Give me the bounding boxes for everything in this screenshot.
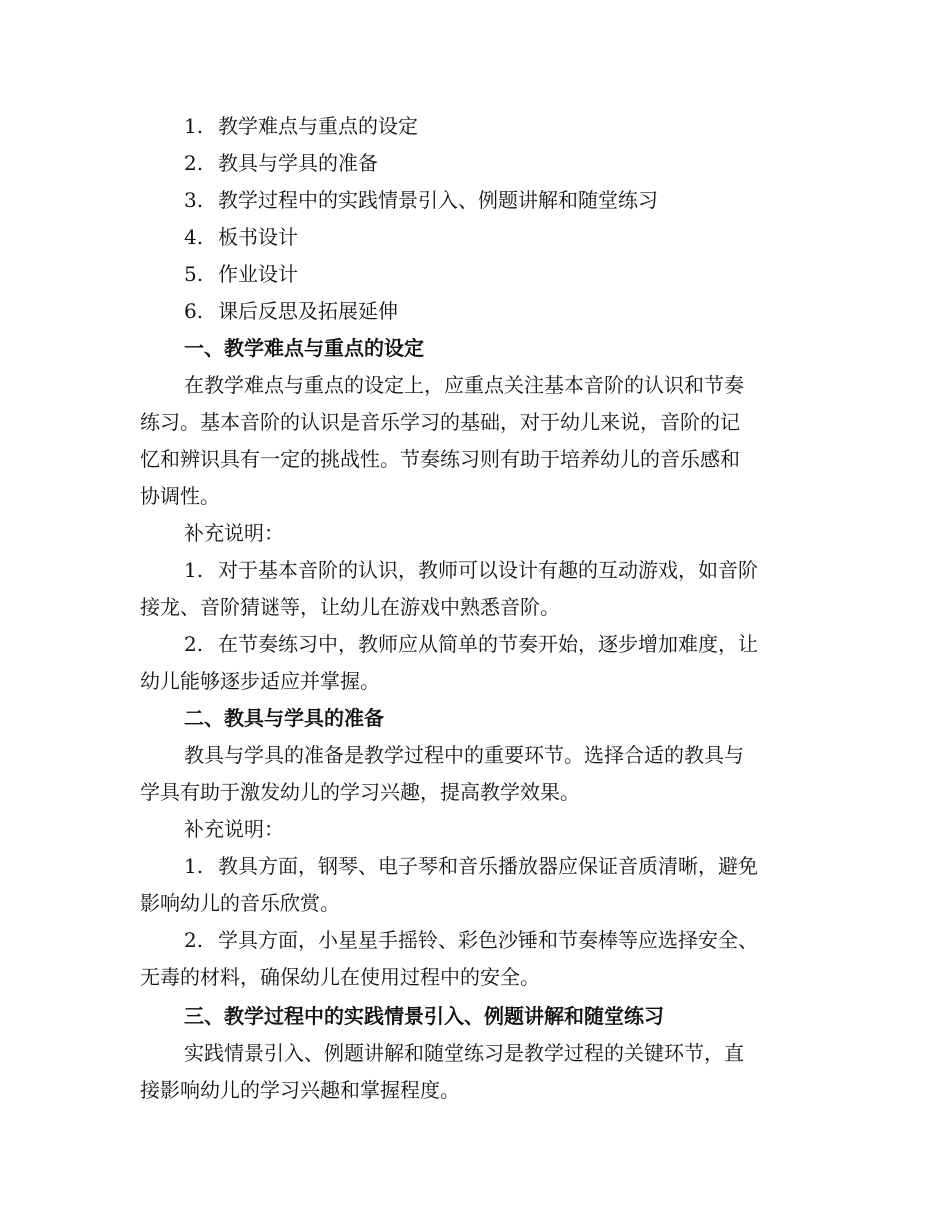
toc-item-text: 板书设计 xyxy=(218,225,298,249)
list-item-number: 1. xyxy=(184,558,204,582)
toc-item-text: 教学过程中的实践情景引入、例题讲解和随堂练习 xyxy=(218,188,658,212)
list-item-number: 2. xyxy=(184,632,204,656)
list-item-continuation: 幼儿能够逐步适应并掌握。 xyxy=(140,669,380,693)
list-item-number: 2. xyxy=(184,928,204,952)
paragraph-line: 接影响幼儿的学习兴趣和掌握程度。 xyxy=(140,1078,460,1102)
list-item xyxy=(184,626,864,663)
toc-item-number: 6. xyxy=(184,299,204,323)
list-item-continuation: 影响幼儿的音乐欣赏。 xyxy=(140,891,340,915)
toc-item-text: 教具与学具的准备 xyxy=(218,151,378,175)
toc-item xyxy=(184,293,864,330)
section-heading: 一、教学难点与重点的设定 xyxy=(184,336,424,360)
toc-item xyxy=(184,145,864,182)
paragraph-line: 在教学难点与重点的设定上，应重点关注基本音阶的认识和节奏 xyxy=(184,373,744,397)
paragraph-line: 教具与学具的准备是教学过程中的重要环节。选择合适的教具与 xyxy=(184,743,744,767)
toc-item xyxy=(184,182,864,219)
list-item-text: 在节奏练习中，教师应从简单的节奏开始，逐步增加难度，让 xyxy=(218,632,758,656)
list-item xyxy=(184,922,864,959)
toc-item-text: 课后反思及拓展延伸 xyxy=(218,299,398,323)
toc-item-number: 1. xyxy=(184,114,204,138)
toc-item-number: 3. xyxy=(184,188,204,212)
list-item xyxy=(184,552,864,589)
list-item-text: 学具方面，小星星手摇铃、彩色沙锤和节奏棒等应选择安全、 xyxy=(218,928,758,952)
section-heading: 三、教学过程中的实践情景引入、例题讲解和随堂练习 xyxy=(184,1004,664,1028)
toc-item-number: 2. xyxy=(184,151,204,175)
list-item xyxy=(184,848,864,885)
list-item-continuation: 无毒的材料，确保幼儿在使用过程中的安全。 xyxy=(140,965,540,989)
list-item-number: 1. xyxy=(184,854,204,878)
list-item-text: 教具方面，钢琴、电子琴和音乐播放器应保证音质清晰，避免 xyxy=(218,854,758,878)
toc-item xyxy=(184,108,864,145)
toc-item xyxy=(184,219,864,256)
toc-item xyxy=(184,256,864,293)
toc-item-text: 教学难点与重点的设定 xyxy=(218,114,418,138)
toc-item-text: 作业设计 xyxy=(218,262,298,286)
paragraph-line: 学具有助于激发幼儿的学习兴趣，提高教学效果。 xyxy=(140,780,580,804)
section-heading: 二、教具与学具的准备 xyxy=(184,706,384,730)
paragraph-line: 实践情景引入、例题讲解和随堂练习是教学过程的关键环节，直 xyxy=(184,1041,744,1065)
supplement-label: 补充说明： xyxy=(184,817,284,841)
list-item-text: 对于基本音阶的认识，教师可以设计有趣的互动游戏，如音阶 xyxy=(218,558,758,582)
toc-item-number: 5. xyxy=(184,262,204,286)
paragraph-line: 练习。基本音阶的认识是音乐学习的基础，对于幼儿来说，音阶的记 xyxy=(140,410,740,434)
supplement-label: 补充说明： xyxy=(184,521,284,545)
toc-item-number: 4. xyxy=(184,225,204,249)
list-item-continuation: 接龙、音阶猜谜等，让幼儿在游戏中熟悉音阶。 xyxy=(140,595,560,619)
paragraph-line: 协调性。 xyxy=(140,484,220,508)
paragraph-line: 忆和辨识具有一定的挑战性。节奏练习则有助于培养幼儿的音乐感和 xyxy=(140,447,740,471)
